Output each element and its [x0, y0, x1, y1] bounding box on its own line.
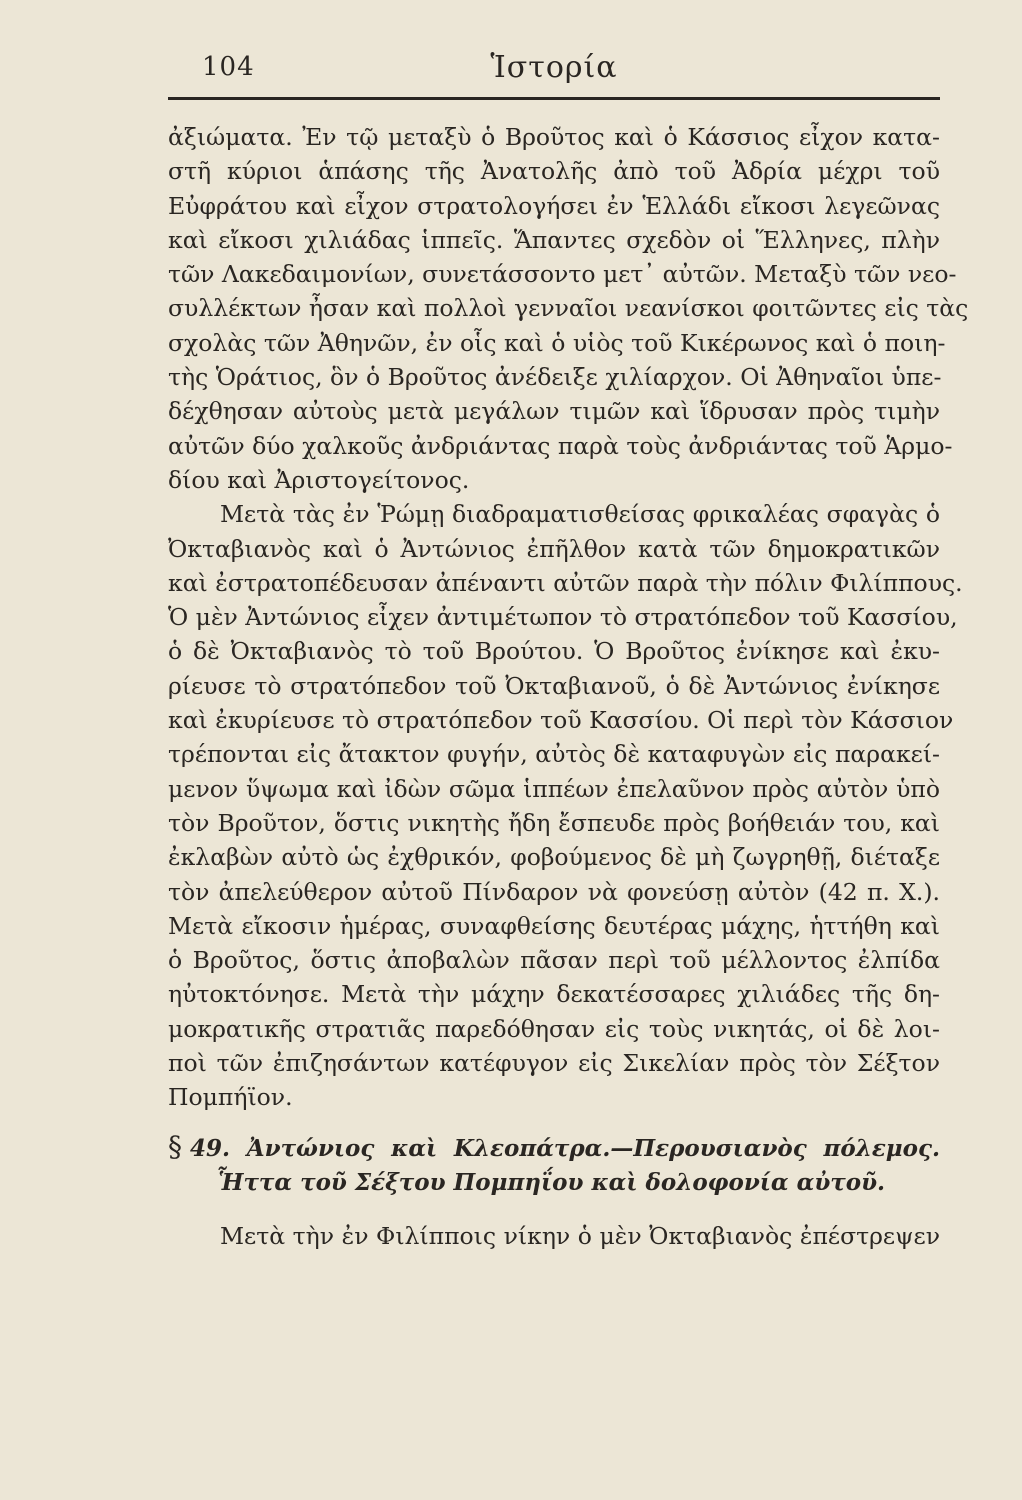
text-line: Πομπήϊον. — [168, 1083, 293, 1112]
text-line: μενον ὕψωμα καὶ ἰδὼν σῶμα ἱππέων ἐπελαῦνον πρὸς αὐτὸν ὑπὸ — [168, 774, 940, 803]
text-line: στῆ κύριοι ἁπάσης τῆς Ἀνατολῆς ἀπὸ τοῦ Ἀδρία μέχρι τοῦ — [168, 157, 940, 186]
text-line: ηὐτοκτόνησε. Μετὰ τὴν μάχην δεκατέσσαρες χιλιάδες τῆς δη- — [168, 980, 940, 1009]
text-line: τρέπονται εἰς ἄτακτον φυγήν, αὐτὸς δὲ καταφυγὼν εἰς παρακεί- — [168, 740, 940, 769]
text-line: τῶν Λακεδαιμονίων, συνετάσσοντο μετ᾽ αὐτῶν. Μεταξὺ τῶν νεο- — [168, 260, 957, 289]
running-head: Ἱστορία — [490, 50, 618, 85]
text-line: ἐκλαβὼν αὐτὸ ὡς ἐχθρικόν, φοβούμενος δὲ μὴ ζωγρηθῇ, διέταξε — [168, 843, 940, 872]
text-line: Εὐφράτου καὶ εἶχον στρατολογήσει ἐν Ἑλλάδι εἴκοσι λεγεῶνας — [168, 191, 940, 220]
page-number: 104 — [202, 52, 255, 82]
text-line: ἀξιώματα. Ἐν τῷ μεταξὺ ὁ Βροῦτος καὶ ὁ Κάσσιος εἶχον κατα- — [168, 123, 940, 151]
text-line: ποὶ τῶν ἐπιζησάντων κατέφυγον εἰς Σικελίαν πρὸς τὸν Σέξτον — [168, 1049, 940, 1078]
text-line: τὸν Βροῦτον, ὅστις νικητὴς ἤδη ἔσπευδε πρὸς βοήθειάν του, καὶ — [168, 808, 940, 837]
page-header — [168, 50, 940, 90]
page-body — [168, 120, 969, 1253]
section-heading-line-1 — [168, 1129, 940, 1165]
text-line: καὶ ἐκυρίευσε τὸ στρατόπεδον τοῦ Κασσίου. Οἱ περὶ τὸν Κάσσιον — [168, 706, 954, 735]
text-line: Ὀκταβιανὸς καὶ ὁ Ἀντώνιος ἐπῆλθον κατὰ τῶν δημοκρατικῶν — [168, 534, 940, 563]
section-mark: § — [168, 1129, 182, 1163]
text-line: καὶ εἴκοσι χιλιάδας ἱππεῖς. Ἅπαντες σχεδὸν οἱ Ἕλληνες, πλὴν — [168, 225, 940, 254]
text-line: Μετὰ τὰς ἐν Ῥώμῃ διαδραματισθείσας φρικαλέας σφαγὰς ὁ — [220, 500, 940, 529]
text-line: Μετὰ τὴν ἐν Φιλίπποις νίκην ὁ μὲν Ὀκταβιανὸς ἐπέστρεψεν — [220, 1221, 940, 1250]
text-line: καὶ ἐστρατοπέδευσαν ἀπέναντι αὐτῶν παρὰ τὴν πόλιν Φιλίππους. — [168, 568, 963, 597]
text-line: τὴς Ὁράτιος, ὃν ὁ Βροῦτος ἀνέδειξε χιλίαρχον. Οἱ Ἀθηναῖοι ὑπε- — [168, 363, 942, 392]
text-line: συλλέκτων ἦσαν καὶ πολλοὶ γενναῖοι νεανίσκοι φοιτῶντες εἰς τὰς — [168, 294, 969, 323]
text-line: δέχθησαν αὐτοὺς μετὰ μεγάλων τιμῶν καὶ ἵδρυσαν πρὸς τιμὴν — [168, 397, 940, 426]
section-title-main: 49. Ἀντώνιος καὶ Κλεοπάτρα.—Περουσιανὸς πόλεμος. — [190, 1134, 940, 1162]
paragraph-2 — [168, 497, 963, 1114]
text-line: αὐτῶν δύο χαλκοῦς ἀνδριάντας παρὰ τοὺς ἀνδριάντας τοῦ Ἁρμο- — [168, 431, 953, 460]
section-heading — [168, 1129, 940, 1201]
paragraph-3 — [168, 1219, 940, 1253]
text-line: τὸν ἀπελεύθερον αὐτοῦ Πίνδαρον νὰ φονεύσῃ αὐτὸν (42 π. Χ.). — [168, 877, 940, 906]
section-heading-line-2: Ἧττα τοῦ Σέξτου Πομπηΐου καὶ δολοφονία αὐτοῦ. — [216, 1168, 886, 1196]
text-line: ρίευσε τὸ στρατόπεδον τοῦ Ὀκταβιανοῦ, ὁ δὲ Ἀντώνιος ἐνίκησε — [168, 671, 940, 700]
text-line: δίου καὶ Ἀριστογείτονος. — [168, 465, 470, 494]
text-line: ὁ Βροῦτος, ὅστις ἀποβαλὼν πᾶσαν περὶ τοῦ μέλλοντος ἐλπίδα — [168, 946, 940, 975]
text-line: Ὁ μὲν Ἀντώνιος εἶχεν ἀντιμέτωπον τὸ στρατόπεδον τοῦ Κασσίου, — [168, 603, 958, 632]
text-line: Μετὰ εἴκοσιν ἡμέρας, συναφθείσης δευτέρας μάχης, ἡττήθη καὶ — [168, 911, 940, 940]
paragraph-1 — [168, 120, 969, 497]
text-line: σχολὰς τῶν Ἀθηνῶν, ἐν οἷς καὶ ὁ υἱὸς τοῦ Κικέρωνος καὶ ὁ ποιη- — [168, 328, 946, 357]
text-line: μοκρατικῆς στρατιᾶς παρεδόθησαν εἰς τοὺς νικητάς, οἱ δὲ λοι- — [168, 1014, 940, 1043]
header-rule — [168, 97, 940, 100]
text-line: ὁ δὲ Ὀκταβιανὸς τὸ τοῦ Βρούτου. Ὁ Βροῦτος ἐνίκησε καὶ ἐκυ- — [168, 637, 940, 666]
